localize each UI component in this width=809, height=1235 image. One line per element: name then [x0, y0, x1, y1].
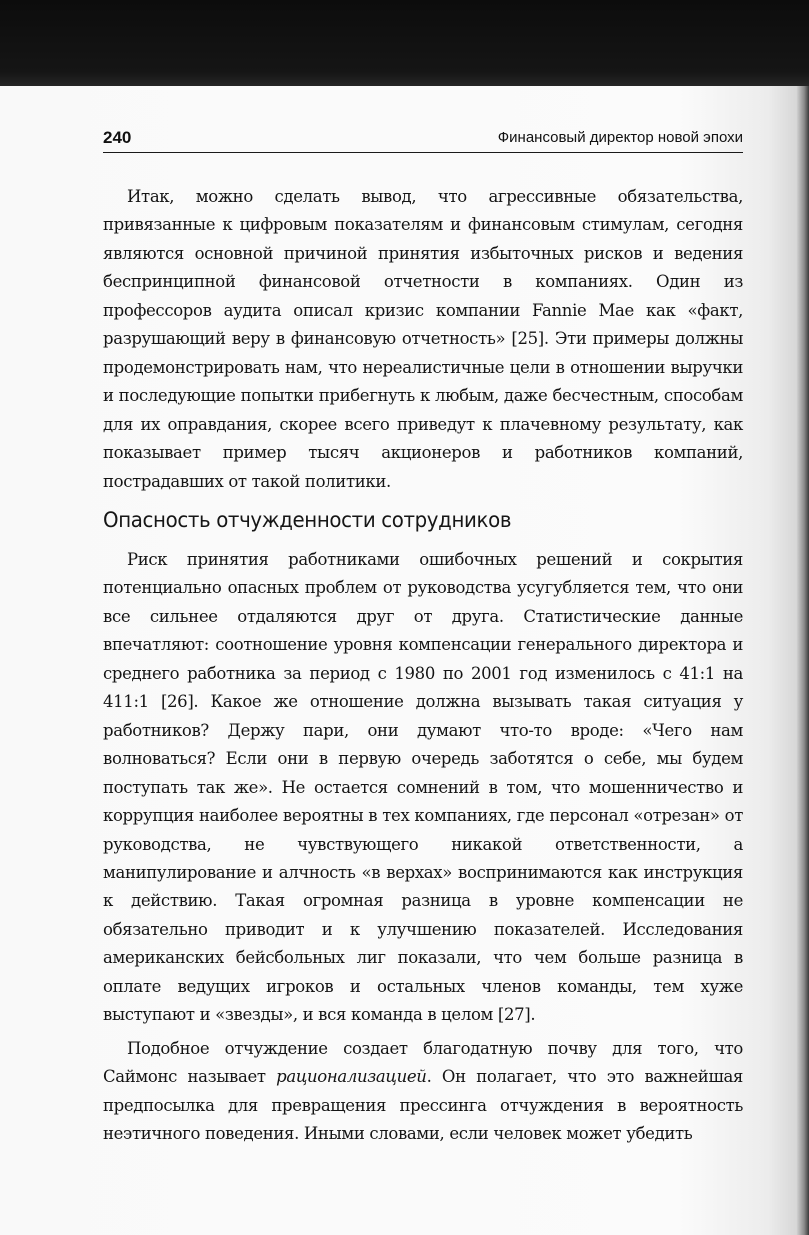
- paragraph-3-start: Подобное отчуждение создает благодатную почву для того, что Саймонс называет: [103, 1038, 743, 1087]
- page-edge-shadow: [797, 86, 809, 1235]
- paragraph-2: Риск принятия работниками ошибочных решений и сокрытия потенциально опасных проблем от руководства усугубляется тем, что они все сильнее отдаляются друг от друга. Статистические данные впечатляют: соотношение уровня компенсации генерального директора и среднего работника за период с 1980 по 2001 год изменилось с 41:1 на 411:1 [26]. Какое же отношение должна вызывать такая ситуация у работников? Держу пари, они думают что-то вроде: «Чего нам волноваться? Если они в первую очередь заботятся о себе, мы будем поступать так же». Не остается сомнений в том, что мошенничество и коррупция наиболее вероятны в тех компаниях, где персонал «отрезан» от руководства, не чувствующего никакой ответственности, а манипулирование и алчность «в верхах» воспринимаются как инструкция к действию. Такая огромная разница в уровне компенсации не обязательно приводит и к улучшению показателей. Исследования американских бейсбольных лиг показали, что чем больше разница в оплате ведущих игроков и остальных членов команды, тем хуже выступают и «звезды», и вся команда в целом [27].: [103, 549, 743, 1025]
- paragraph-1: Итак, можно сделать вывод, что агрессивные обязательства, привязанные к цифровым показателям и финансовым стимулам, сегодня являются основной причиной принятия избыточных рисков и ведения беспринципной финансовой отчетности в компаниях. Один из профессоров аудита описал кризис компании Fannie Mae как «факт, разрушающий веру в финансовую отчетность» [25]. Эти примеры должны продемонстрировать нам, что нереалистичные цели в отношении выручки и последующие попытки прибегнуть к любым, даже бесчестным, способам для их оправдания, скорее всего приведут к плачевному результату, как показывает пример тысяч акционеров и работников компаний, пострадавших от такой политики.: [103, 187, 743, 491]
- scan-dark-margin: [0, 0, 809, 90]
- running-title: Финансовый директор новой эпохи: [497, 129, 743, 146]
- paragraph-3: [103, 1035, 743, 1149]
- running-header: [103, 128, 743, 153]
- paragraph-3-emphasis: рационализацией: [276, 1067, 427, 1087]
- page-number: 240: [103, 128, 132, 147]
- paragraph-3-end: . Он полагает, что это важнейшая предпосылка для превращения прессинга отчуждения в вероятность неэтичного поведения. Иными словами, если человек может убедить: [103, 1067, 743, 1144]
- page-body: [103, 183, 743, 1149]
- section-heading: Опасность отчужденности сотрудников: [103, 507, 512, 533]
